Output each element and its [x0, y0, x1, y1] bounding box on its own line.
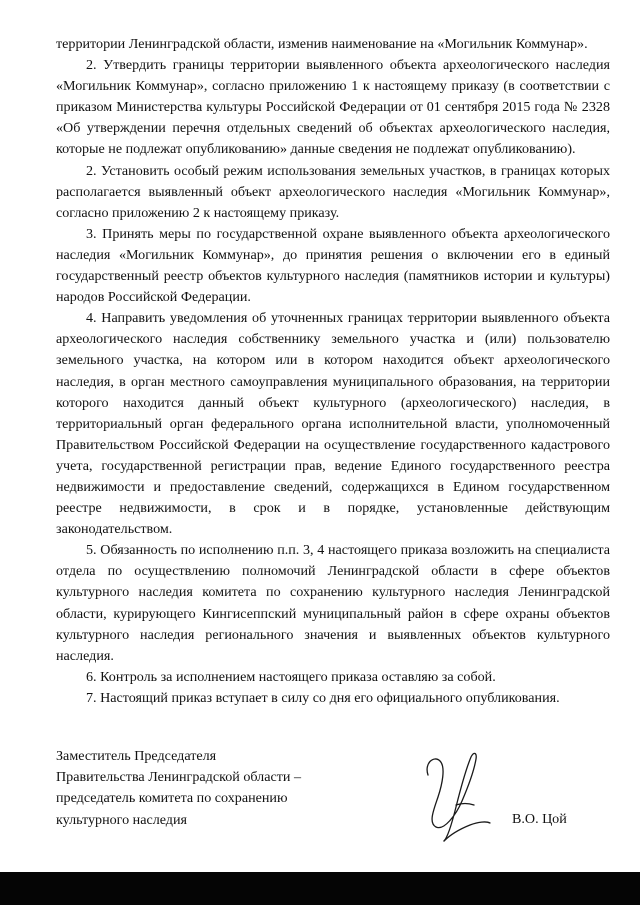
signatory-title-line: Правительства Ленинградской области –	[56, 769, 301, 786]
paragraph-3-protection: 3. Принять меры по государственной охране выявленного объекта археологического наследия «Могильник Коммунар», до принятия решения о включении его в единый государственный реестр объектов культурного наследия (памятников истории и культуры) народов Российской Федерации.	[56, 225, 610, 306]
signatory-title-line: председатель комитета по сохранению	[56, 790, 288, 807]
signatory-title-line: Заместитель Председателя	[56, 748, 217, 764]
signatory-title-block	[56, 746, 356, 831]
document-body	[56, 34, 610, 709]
paragraph-4-notifications: 4. Направить уведомления об уточненных границах территории выявленного объекта археологического наследия собственнику земельного участка и (или) пользователю земельного участка, на котором или в котором находится объект археологического наследия, в орган местного самоуправления муниципального образования, на территории которого находится данный объект культурного (археологического) наследия, в территориальный орган федерального органа исполнительной власти, уполномоченный Правительством Российской Федерации на осуществление государственного кадастрового учета, государственной регистрации прав, ведение Единого государственного реестра недвижимости и предоставление сведений, содержащихся в Едином государственном реестре недвижимости, в срок и в порядке, установленные действующим законодательством.	[56, 310, 610, 538]
paragraph-5-responsibility: 5. Обязанность по исполнению п.п. 3, 4 настоящего приказа возложить на специалиста отдела по осуществлению полномочий Ленинградской области в сфере объектов культурного наследия комитета по сохранению культурного наследия Ленинградской области, курирующего Кингисеппский муниципальный район в сфере охраны объектов культурного наследия регионального значения и выявленных объектов культурного наследия.	[56, 542, 610, 664]
scan-edge-bar	[0, 872, 640, 905]
paragraph-2-land-regime: 2. Установить особый режим использования земельных участков, в границах которых располагается выявленный объект археологического наследия «Могильник Коммунар», согласно приложению 2 к настоящему приказу.	[56, 162, 610, 221]
signer-name: В.О. Цой	[512, 811, 567, 827]
paragraph-2-boundaries: 2. Утвердить границы территории выявленного объекта археологического наследия «Могильник Коммунар», согласно приложению 1 к настоящему приказу (в соответствии с приказом Министерства культуры Российской Федерации от 01 сентября 2015 года № 2328 «Об утверждении перечня отдельных сведений об объектах археологического наследия, которые не подлежат опубликованию» данные сведения не подлежат опубликованию).	[56, 57, 610, 158]
paragraph-6-control: 6. Контроль за исполнением настоящего приказа оставляю за собой.	[86, 668, 496, 685]
signatory-title-line: культурного наследия	[56, 811, 188, 828]
paragraph-continuation: территории Ленинградской области, изменив наименование на «Могильник Коммунар».	[56, 36, 588, 52]
handwritten-signature-icon	[416, 745, 496, 845]
paragraph-7-effective: 7. Настоящий приказ вступает в силу со дня его официального опубликования.	[86, 689, 560, 706]
